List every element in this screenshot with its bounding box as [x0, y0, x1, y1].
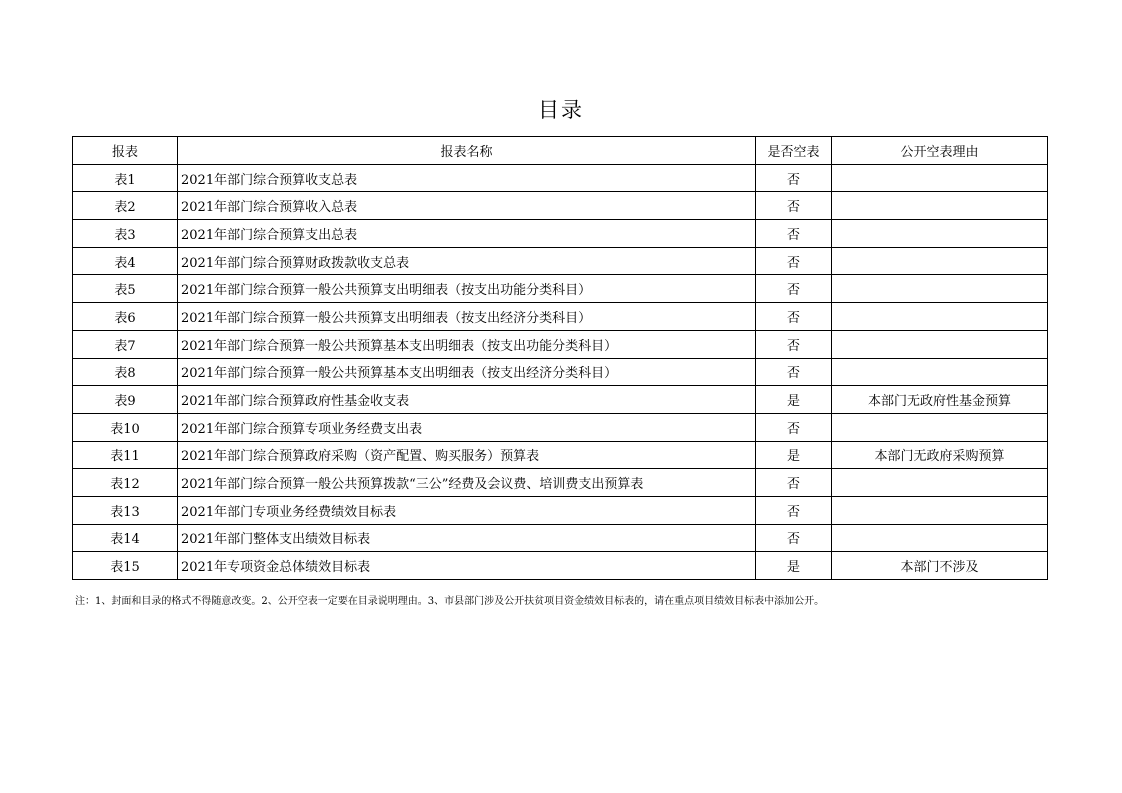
- cell-is-empty: 否: [756, 275, 832, 303]
- cell-report-name: 2021年部门综合预算收支总表: [178, 164, 756, 192]
- table-row: [73, 386, 1048, 414]
- cell-is-empty: 否: [756, 247, 832, 275]
- cell-report-name: 2021年部门综合预算支出总表: [178, 220, 756, 248]
- cell-empty-reason: [832, 358, 1048, 386]
- cell-empty-reason: [832, 192, 1048, 220]
- cell-empty-reason: [832, 330, 1048, 358]
- cell-is-empty: 否: [756, 358, 832, 386]
- cell-report-name: 2021年部门综合预算收入总表: [178, 192, 756, 220]
- cell-empty-reason: [832, 247, 1048, 275]
- table-row: [73, 358, 1048, 386]
- cell-report-id: 表1: [73, 164, 178, 192]
- cell-is-empty: 是: [756, 552, 832, 580]
- cell-empty-reason: [832, 303, 1048, 331]
- cell-empty-reason: [832, 164, 1048, 192]
- cell-report-id: 表7: [73, 330, 178, 358]
- cell-is-empty: 否: [756, 220, 832, 248]
- toc-table: [72, 136, 1048, 580]
- cell-report-name: 2021年部门综合预算一般公共预算基本支出明细表（按支出经济分类科目）: [178, 358, 756, 386]
- page-title: 目录: [538, 98, 584, 122]
- table-row: [73, 303, 1048, 331]
- cell-report-name: 2021年部门综合预算一般公共预算基本支出明细表（按支出功能分类科目）: [178, 330, 756, 358]
- cell-is-empty: 否: [756, 413, 832, 441]
- table-row: [73, 275, 1048, 303]
- table-row: [73, 413, 1048, 441]
- cell-report-name: 2021年部门综合预算一般公共预算拨款“三公”经费及会议费、培训费支出预算表: [178, 469, 756, 497]
- cell-is-empty: 否: [756, 330, 832, 358]
- table-row: [73, 552, 1048, 580]
- cell-is-empty: 是: [756, 441, 832, 469]
- cell-is-empty: 否: [756, 192, 832, 220]
- cell-empty-reason: [832, 413, 1048, 441]
- table-row: [73, 441, 1048, 469]
- header-is-empty: 是否空表: [756, 137, 832, 165]
- cell-report-id: 表8: [73, 358, 178, 386]
- cell-report-name: 2021年部门综合预算专项业务经费支出表: [178, 413, 756, 441]
- cell-report-name: 2021年部门综合预算一般公共预算支出明细表（按支出经济分类科目）: [178, 303, 756, 331]
- footnote: 注：1、封面和目录的格式不得随意改变。2、公开空表一定要在目录说明理由。3、市县部门涉及公开扶贫项目资金绩效目标表的，请在重点项目绩效目标表中添加公开。: [75, 596, 825, 607]
- cell-empty-reason: 本部门无政府采购预算: [832, 441, 1048, 469]
- cell-report-name: 2021年部门整体支出绩效目标表: [178, 524, 756, 552]
- cell-empty-reason: [832, 275, 1048, 303]
- table-body: [73, 164, 1048, 579]
- cell-report-id: 表6: [73, 303, 178, 331]
- table-row: [73, 164, 1048, 192]
- cell-is-empty: 否: [756, 303, 832, 331]
- cell-empty-reason: [832, 524, 1048, 552]
- cell-empty-reason: [832, 496, 1048, 524]
- table-row: [73, 524, 1048, 552]
- cell-report-name: 2021年部门综合预算政府性基金收支表: [178, 386, 756, 414]
- table-row: [73, 247, 1048, 275]
- cell-is-empty: 是: [756, 386, 832, 414]
- table-row: [73, 330, 1048, 358]
- cell-empty-reason: 本部门无政府性基金预算: [832, 386, 1048, 414]
- cell-report-id: 表12: [73, 469, 178, 497]
- header-row: [73, 137, 1048, 165]
- cell-is-empty: 否: [756, 469, 832, 497]
- cell-is-empty: 否: [756, 496, 832, 524]
- table-row: [73, 192, 1048, 220]
- cell-report-id: 表4: [73, 247, 178, 275]
- cell-report-id: 表5: [73, 275, 178, 303]
- cell-report-name: 2021年专项资金总体绩效目标表: [178, 552, 756, 580]
- cell-empty-reason: [832, 469, 1048, 497]
- cell-report-name: 2021年部门综合预算政府采购（资产配置、购买服务）预算表: [178, 441, 756, 469]
- cell-report-id: 表10: [73, 413, 178, 441]
- cell-report-id: 表3: [73, 220, 178, 248]
- cell-report-id: 表15: [73, 552, 178, 580]
- cell-report-id: 表14: [73, 524, 178, 552]
- table-row: [73, 220, 1048, 248]
- table-row: [73, 496, 1048, 524]
- cell-report-id: 表9: [73, 386, 178, 414]
- cell-report-id: 表13: [73, 496, 178, 524]
- header-id: 报表: [73, 137, 178, 165]
- cell-is-empty: 否: [756, 524, 832, 552]
- header-reason: 公开空表理由: [832, 137, 1048, 165]
- cell-report-id: 表11: [73, 441, 178, 469]
- cell-report-name: 2021年部门综合预算一般公共预算支出明细表（按支出功能分类科目）: [178, 275, 756, 303]
- table-row: [73, 469, 1048, 497]
- cell-report-name: 2021年部门专项业务经费绩效目标表: [178, 496, 756, 524]
- header-name: 报表名称: [178, 137, 756, 165]
- cell-report-name: 2021年部门综合预算财政拨款收支总表: [178, 247, 756, 275]
- cell-is-empty: 否: [756, 164, 832, 192]
- cell-report-id: 表2: [73, 192, 178, 220]
- cell-empty-reason: [832, 220, 1048, 248]
- cell-empty-reason: 本部门不涉及: [832, 552, 1048, 580]
